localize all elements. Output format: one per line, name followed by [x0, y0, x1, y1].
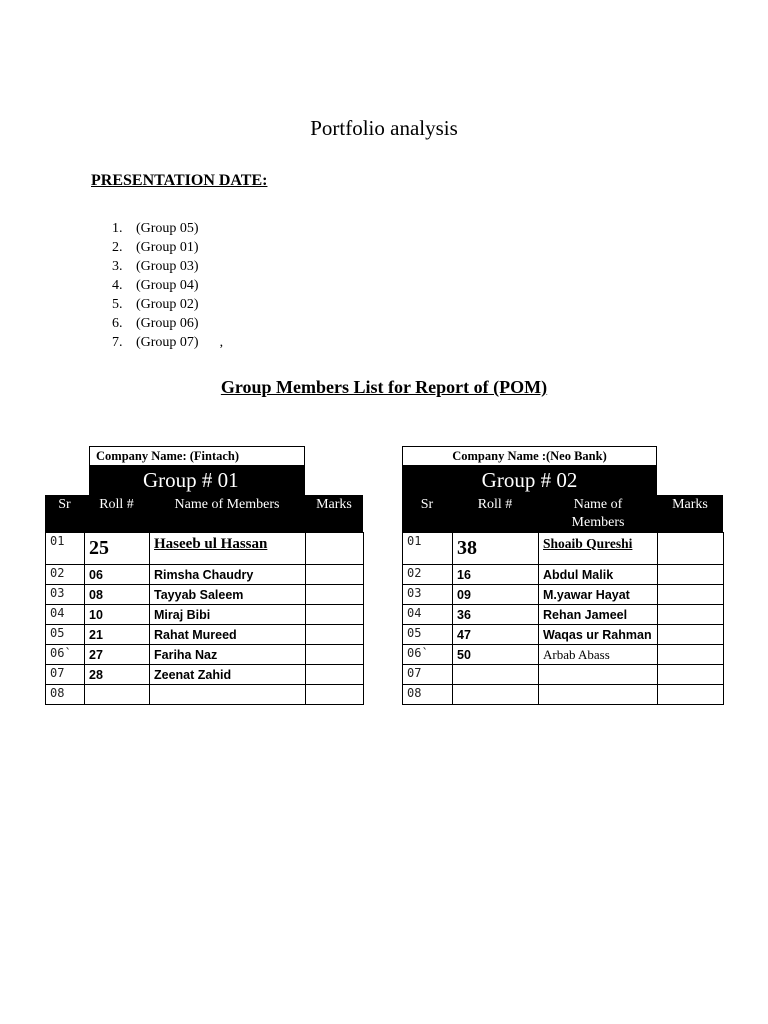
roll-cell: 21 — [85, 625, 150, 645]
marks-cell — [658, 645, 724, 665]
name-cell: Shoaib Qureshi — [539, 533, 658, 565]
name-cell: Zeenat Zahid — [150, 665, 306, 685]
table-row — [46, 685, 364, 705]
sr-cell: 01 — [46, 533, 85, 565]
table-row — [46, 605, 364, 625]
table-header — [402, 495, 723, 532]
members-table — [402, 532, 724, 705]
name-cell: M.yawar Hayat — [539, 585, 658, 605]
table-header — [45, 495, 363, 532]
marks-cell — [306, 625, 364, 645]
marks-cell — [658, 605, 724, 625]
name-cell — [539, 685, 658, 705]
roll-cell: 06 — [85, 565, 150, 585]
roll-cell: 25 — [85, 533, 150, 565]
table-row — [403, 585, 724, 605]
table-row — [46, 585, 364, 605]
sr-cell: 04 — [403, 605, 453, 625]
header-name: Name of Members — [174, 497, 280, 512]
roll-cell: 36 — [453, 605, 539, 625]
group-label: Group # 01 — [89, 466, 305, 495]
marks-cell — [306, 585, 364, 605]
members-list-title: Group Members List for Report of (POM) — [220, 377, 548, 397]
marks-cell — [658, 685, 724, 705]
name-cell: Rehan Jameel — [539, 605, 658, 625]
sr-cell: 05 — [46, 625, 85, 645]
presentation-date-heading: PRESENTATION DATE: — [91, 172, 268, 189]
marks-cell — [306, 645, 364, 665]
table-row — [46, 565, 364, 585]
document-title: Portfolio analysis — [310, 116, 458, 140]
table-row — [46, 645, 364, 665]
sr-cell: 03 — [46, 585, 85, 605]
sr-cell: 06` — [403, 645, 453, 665]
name-cell: Waqas ur Rahman — [539, 625, 658, 645]
table-row — [403, 685, 724, 705]
table-row — [403, 645, 724, 665]
roll-cell — [453, 665, 539, 685]
marks-cell — [306, 685, 364, 705]
presentation-order-list — [112, 219, 223, 352]
header-sr: Sr — [58, 497, 71, 512]
sr-cell: 03 — [403, 585, 453, 605]
header-roll: Roll # — [477, 497, 513, 512]
name-cell: Tayyab Saleem — [150, 585, 306, 605]
roll-cell: 27 — [85, 645, 150, 665]
name-cell — [539, 665, 658, 685]
name-cell: Arbab Abass — [539, 645, 658, 665]
roll-cell: 08 — [85, 585, 150, 605]
marks-cell — [658, 625, 724, 645]
marks-cell — [658, 565, 724, 585]
list-item: 7. (Group 07) , — [112, 335, 224, 350]
name-cell: Rimsha Chaudry — [150, 565, 306, 585]
marks-cell — [306, 665, 364, 685]
table-row — [403, 625, 724, 645]
roll-cell: 47 — [453, 625, 539, 645]
sr-cell: 06` — [46, 645, 85, 665]
company-name: Company Name: (Fintach) — [89, 446, 305, 466]
header-marks: Marks — [672, 497, 708, 512]
roll-cell: 10 — [85, 605, 150, 625]
roll-cell: 50 — [453, 645, 539, 665]
header-sr: Sr — [420, 497, 434, 512]
name-cell: Miraj Bibi — [150, 605, 306, 625]
table-row — [46, 665, 364, 685]
roll-cell: 09 — [453, 585, 539, 605]
roll-cell: 28 — [85, 665, 150, 685]
marks-cell — [306, 565, 364, 585]
name-cell: Rahat Mureed — [150, 625, 306, 645]
sr-cell: 08 — [403, 685, 453, 705]
list-item: 4. (Group 04) — [112, 278, 199, 293]
marks-cell — [306, 605, 364, 625]
sr-cell: 02 — [46, 565, 85, 585]
list-item: 5. (Group 02) — [112, 297, 199, 312]
marks-cell — [658, 533, 724, 565]
table-row — [403, 605, 724, 625]
header-marks: Marks — [316, 497, 352, 512]
list-item: 6. (Group 06) — [112, 316, 199, 331]
sr-cell: 01 — [403, 533, 453, 565]
table-row — [403, 533, 724, 565]
sr-cell: 05 — [403, 625, 453, 645]
list-item: 1. (Group 05) — [112, 221, 199, 236]
roll-cell — [85, 685, 150, 705]
table-row — [46, 533, 364, 565]
name-cell — [150, 685, 306, 705]
table-row — [46, 625, 364, 645]
list-item: 2. (Group 01) — [112, 240, 199, 255]
roll-cell — [453, 685, 539, 705]
members-table — [45, 532, 364, 705]
header-roll: Roll # — [99, 497, 134, 512]
sr-cell: 07 — [46, 665, 85, 685]
name-cell: Fariha Naz — [150, 645, 306, 665]
group-label: Group # 02 — [402, 466, 657, 495]
company-name: Company Name :(Neo Bank) — [402, 446, 657, 466]
header-name: Name of Members — [571, 497, 625, 530]
sr-cell: 02 — [403, 565, 453, 585]
list-item: 3. (Group 03) — [112, 259, 199, 274]
marks-cell — [306, 533, 364, 565]
name-cell: Haseeb ul Hassan — [150, 533, 306, 565]
table-row — [403, 565, 724, 585]
roll-cell: 16 — [453, 565, 539, 585]
marks-cell — [658, 665, 724, 685]
table-row — [403, 665, 724, 685]
roll-cell: 38 — [453, 533, 539, 565]
name-cell: Abdul Malik — [539, 565, 658, 585]
marks-cell — [658, 585, 724, 605]
sr-cell: 08 — [46, 685, 85, 705]
sr-cell: 04 — [46, 605, 85, 625]
sr-cell: 07 — [403, 665, 453, 685]
